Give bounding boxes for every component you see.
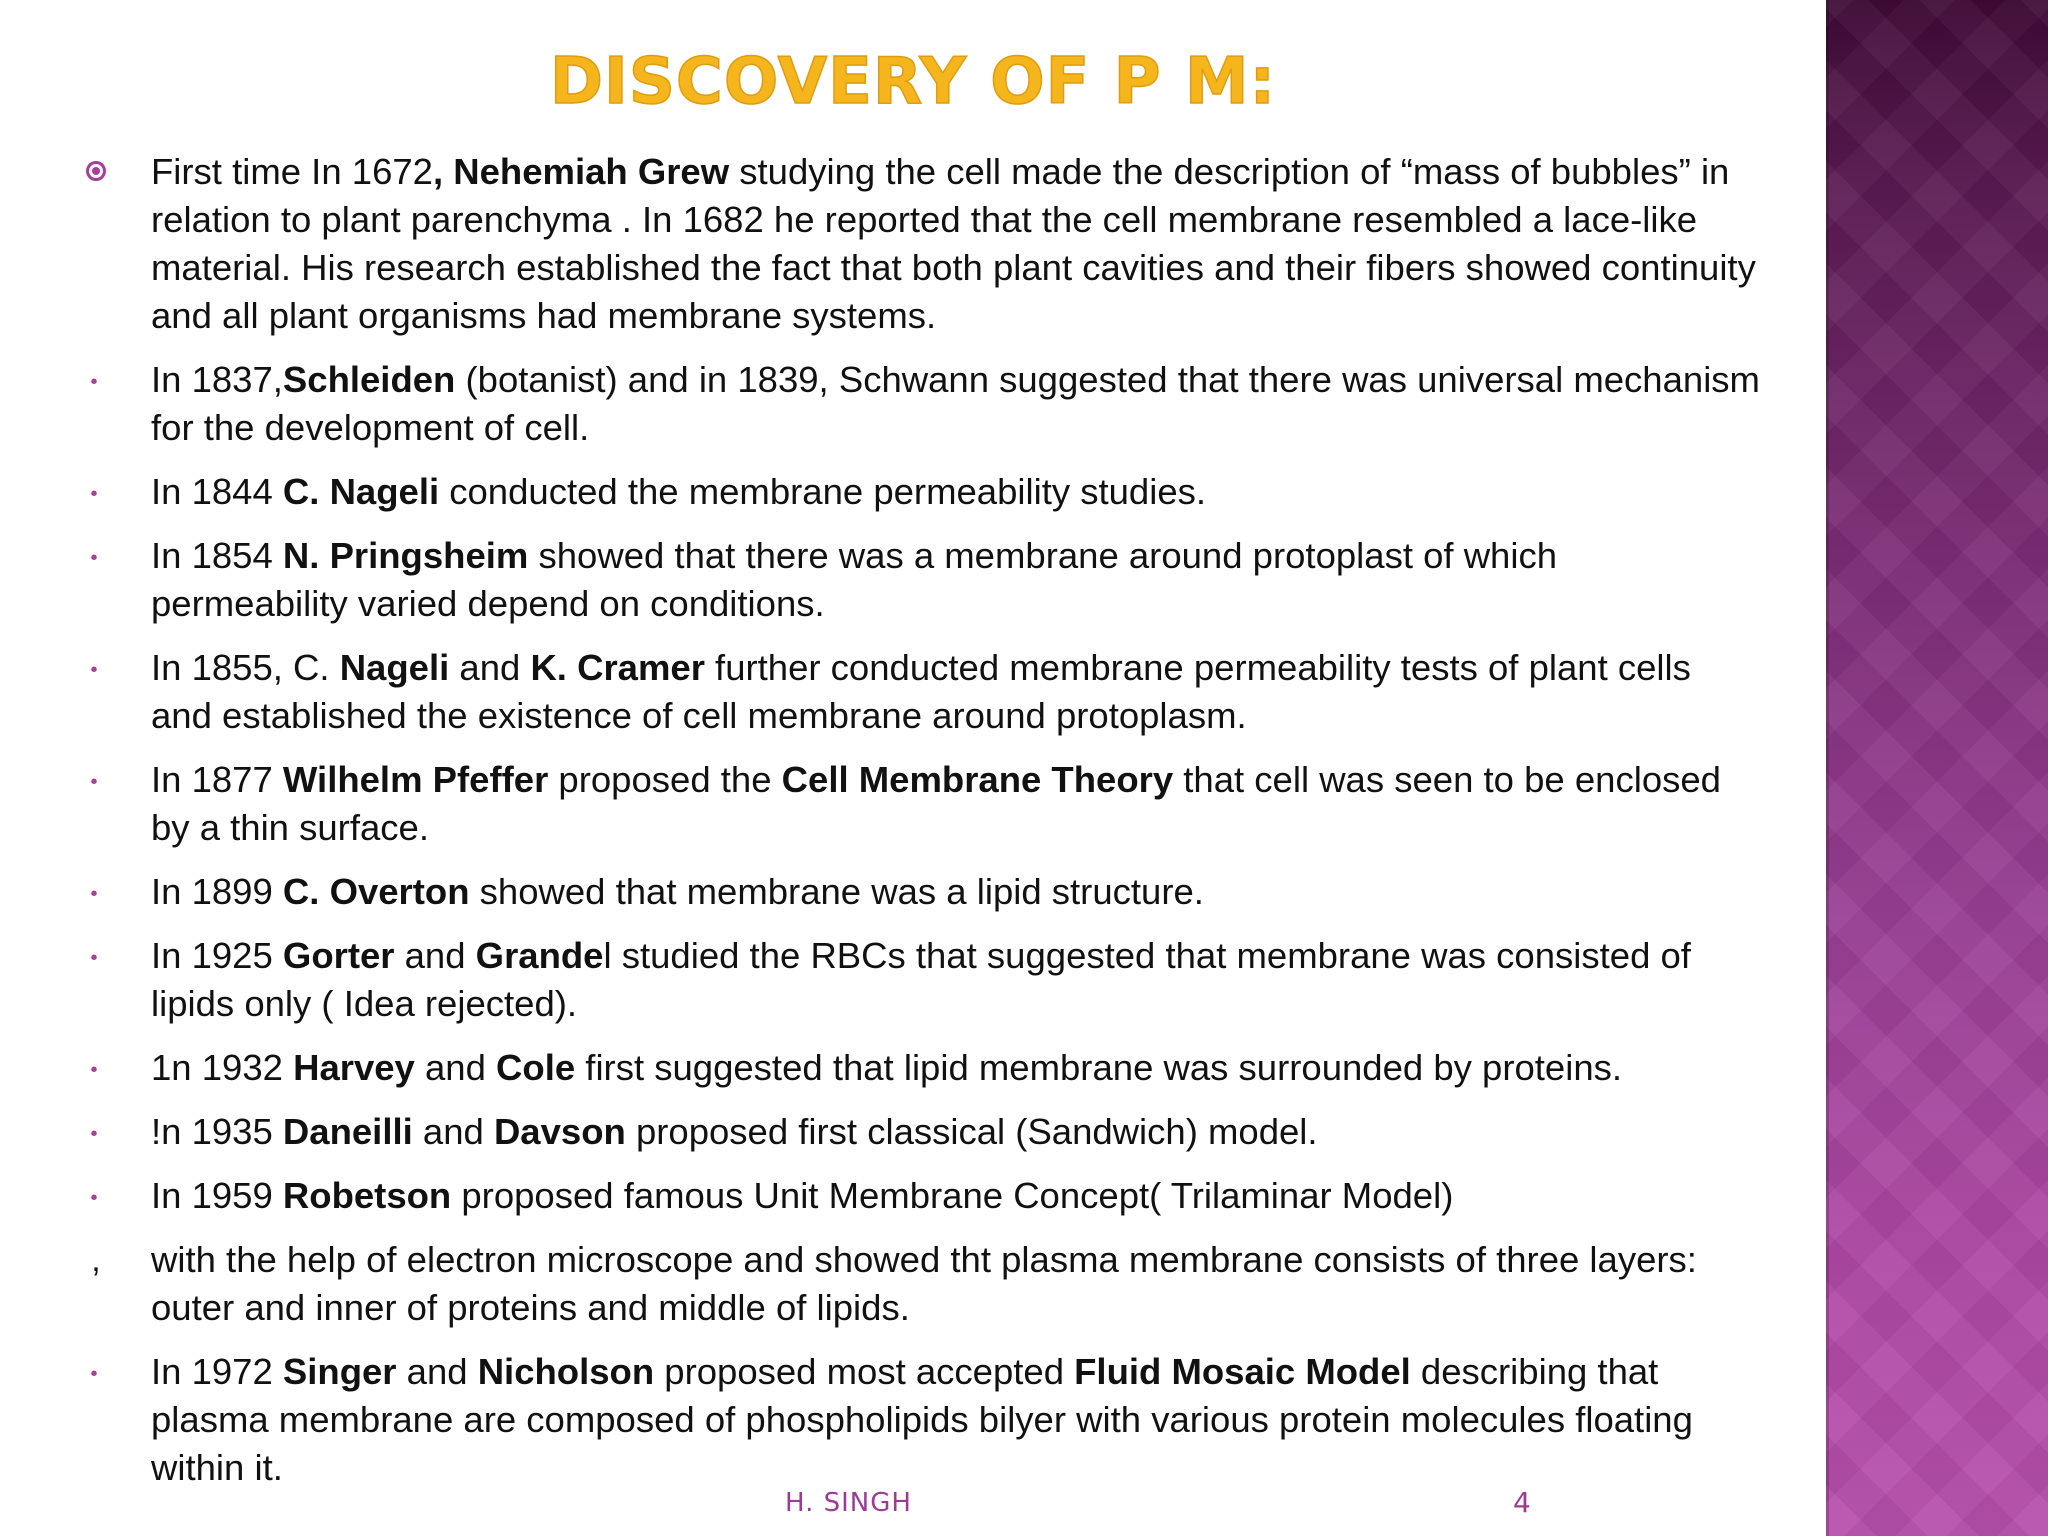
bold-text: Singer bbox=[282, 1351, 397, 1392]
text-run: proposed most accepted bbox=[654, 1351, 1075, 1392]
text-run: In 1925 bbox=[151, 935, 283, 976]
decorative-side-band bbox=[1826, 0, 2048, 1536]
footer-author: H. SINGH bbox=[785, 1488, 912, 1518]
bullet-item bbox=[0, 756, 1761, 852]
bold-text: Fluid Mosaic Model bbox=[1074, 1351, 1411, 1392]
bullet-item bbox=[0, 1348, 1761, 1492]
bold-text: Schleiden bbox=[282, 359, 456, 400]
text-run: first suggested that lipid membrane was surrounded by proteins. bbox=[575, 1047, 1623, 1088]
bullet-item bbox=[0, 1044, 1761, 1092]
text-run: describing that plasma membrane are composed of phospholipids bilyer with various protein molecules floating within it. bbox=[151, 1351, 1693, 1488]
bold-text: Daneilli bbox=[282, 1111, 413, 1152]
bullet-item bbox=[0, 532, 1761, 628]
text-run: proposed famous Unit Membrane Concept( Trilaminar Model) bbox=[451, 1175, 1454, 1216]
text-run: In 1877 bbox=[151, 759, 283, 800]
bold-text: Nageli bbox=[339, 647, 450, 688]
text-run: proposed first classical (Sandwich) model. bbox=[625, 1111, 1318, 1152]
bullet-list bbox=[0, 148, 1800, 1508]
bold-text: Davson bbox=[493, 1111, 626, 1152]
bold-text: C. Overton bbox=[282, 871, 470, 912]
bold-text: Robetson bbox=[282, 1175, 452, 1216]
dot-bullet-icon: • bbox=[90, 483, 98, 505]
bullet-item bbox=[0, 468, 1761, 516]
bullet-item bbox=[0, 148, 1761, 340]
text-run: In 1959 bbox=[151, 1175, 283, 1216]
text-run: and bbox=[449, 647, 531, 688]
circle-bullet-icon bbox=[86, 161, 106, 181]
text-run: In 1837, bbox=[151, 359, 283, 400]
text-run: that cell was seen to be enclosed by a thin surface. bbox=[151, 759, 1721, 848]
text-run: 1n 1932 bbox=[151, 1047, 294, 1088]
text-run: conducted the membrane permeability studies. bbox=[439, 471, 1207, 512]
bold-text: Cell Membrane Theory bbox=[781, 759, 1174, 800]
text-run: In 1844 bbox=[151, 471, 283, 512]
text-run: and bbox=[412, 1111, 494, 1152]
bullet-item bbox=[0, 356, 1761, 452]
text-run: and bbox=[396, 1351, 478, 1392]
dot-bullet-icon: • bbox=[90, 771, 98, 793]
bold-text: Nicholson bbox=[477, 1351, 655, 1392]
dot-bullet-icon: • bbox=[90, 371, 98, 393]
bold-text: Cole bbox=[496, 1047, 576, 1088]
text-run: and bbox=[414, 1047, 497, 1088]
bold-text: K. Cramer bbox=[530, 647, 705, 688]
dot-bullet-icon: • bbox=[90, 1059, 98, 1081]
text-run: proposed the bbox=[548, 759, 782, 800]
text-run: In 1854 bbox=[151, 535, 283, 576]
bold-text: Harvey bbox=[293, 1047, 415, 1088]
bullet-item bbox=[0, 1236, 1761, 1332]
bold-text: , Nehemiah Grew bbox=[432, 151, 730, 192]
bullet-item bbox=[0, 932, 1761, 1028]
text-run: further conducted membrane permeability tests of plant cells and established the existence of cell membrane around protoplasm. bbox=[151, 647, 1691, 736]
text-run: (botanist) and in 1839, Schwann suggested that there was universal mechanism for the development of cell. bbox=[151, 359, 1760, 448]
dot-bullet-icon: • bbox=[90, 1363, 98, 1385]
dot-bullet-icon: • bbox=[90, 883, 98, 905]
dot-bullet-icon: • bbox=[90, 1123, 98, 1145]
dot-bullet-icon: • bbox=[90, 659, 98, 681]
side-band-pattern bbox=[1826, 0, 2048, 1536]
page-number: 4 bbox=[1513, 1486, 1531, 1519]
text-run: In 1855, C. bbox=[151, 647, 340, 688]
slide-title: DISCOVERY OF P M: bbox=[549, 45, 1277, 119]
dot-bullet-icon: • bbox=[90, 1187, 98, 1209]
dot-bullet-icon: • bbox=[90, 547, 98, 569]
comma-bullet: , bbox=[91, 1241, 101, 1279]
bullet-item bbox=[0, 868, 1761, 916]
text-run: and bbox=[394, 935, 476, 976]
text-run: First time In 1672 bbox=[151, 151, 433, 192]
text-run: In 1972 bbox=[151, 1351, 283, 1392]
dot-bullet-icon: • bbox=[90, 947, 98, 969]
bold-text: Gorter bbox=[282, 935, 395, 976]
bullet-item bbox=[0, 1172, 1761, 1220]
text-run: In 1899 bbox=[151, 871, 283, 912]
bold-text: C. Nageli bbox=[282, 471, 440, 512]
bold-text: N. Pringsheim bbox=[282, 535, 529, 576]
side-band-edge bbox=[1826, 0, 1829, 1536]
text-run: studying the cell made the description of “mass of bubbles” in relation to plant parenchyma . In 1682 he reported that the cell membrane resembled a lace-like material. His research established the fact that both plant cavities and their fibers showed continuity and all plant organisms had membrane systems. bbox=[151, 151, 1756, 336]
text-run: l studied the RBCs that suggested that membrane was consisted of lipids only ( Idea rejected). bbox=[151, 935, 1691, 1024]
text-run: showed that there was a membrane around protoplast of which permeability varied depend on conditions. bbox=[151, 535, 1558, 624]
text-run: with the help of electron microscope and showed tht plasma membrane consists of three layers: outer and inner of proteins and middle of lipids. bbox=[151, 1239, 1697, 1328]
text-run: showed that membrane was a lipid structure. bbox=[469, 871, 1204, 912]
bold-text: Grande bbox=[475, 935, 604, 976]
text-run: !n 1935 bbox=[151, 1111, 283, 1152]
bullet-item bbox=[0, 644, 1761, 740]
bold-text: Wilhelm Pfeffer bbox=[282, 759, 549, 800]
bullet-item bbox=[0, 1108, 1761, 1156]
